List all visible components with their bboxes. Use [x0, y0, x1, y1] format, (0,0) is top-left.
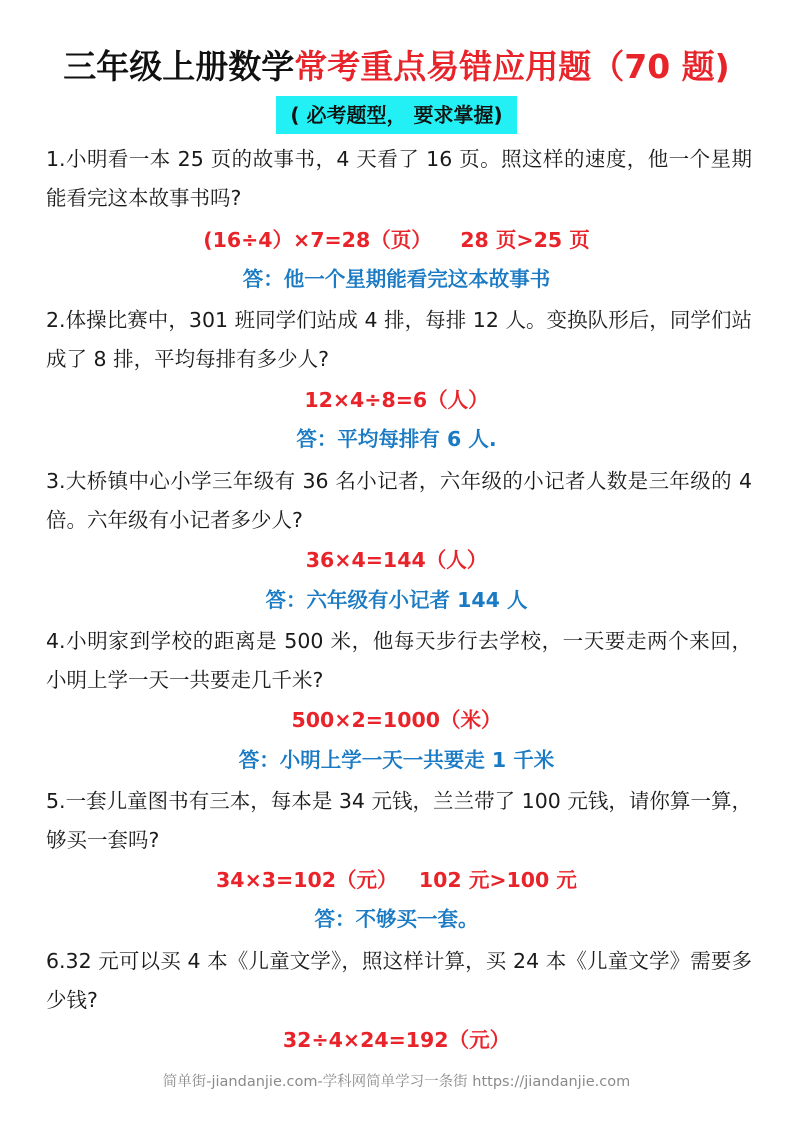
- question-2-text: 2.体操比赛中，301 班同学们站成 4 排，每排 12 人。变换队形后，同学们站成了 8 排，平均每排有多少人?: [46, 308, 752, 371]
- question-3-answer: 答：六年级有小记者 144 人: [265, 588, 528, 612]
- question-1-text: 1.小明看一本 25 页的故事书，4 天看了 16 页。照这样的速度，他一个星期能看完这本故事书吗?: [46, 147, 752, 210]
- title-red-part: 常考重点易错应用题（70 题): [294, 47, 730, 86]
- question-5-text: 5.一套儿童图书有三本，每本是 34 元钱，兰兰带了 100 元钱，请你算一算，够买一套吗?: [46, 789, 752, 852]
- question-3-calc: 36×4=144（人）: [305, 548, 488, 572]
- title-black-part: 三年级上册数学: [63, 47, 295, 86]
- question-1-answer: 答：他一个星期能看完这本故事书: [242, 267, 551, 291]
- question-6-calc: 32÷4×24=192（元）: [282, 1028, 511, 1052]
- subtitle-highlight: ( 必考题型， 要求掌握): [276, 96, 516, 134]
- question-5-answer: 答：不够买一套。: [314, 907, 479, 931]
- subtitle-wrap: [0, 96, 793, 134]
- question-1-calc: (16÷4）×7=28（页） 28 页>25 页: [203, 228, 590, 252]
- question-6-text: 6.32 元可以买 4 本《儿童文学》，照这样计算，买 24 本《儿童文学》需要多少钱?: [46, 949, 752, 1012]
- question-4-text: 4.小明家到学校的距离是 500 米，他每天步行去学校，一天要走两个来回，小明上学一天一共要走几千米?: [46, 629, 752, 692]
- question-2-calc: 12×4÷8=6（人）: [304, 388, 489, 412]
- page-title: [0, 44, 793, 90]
- question-3-text: 3.大桥镇中心小学三年级有 36 名小记者，六年级的小记者人数是三年级的 4 倍。六年级有小记者多少人?: [46, 469, 752, 532]
- question-4-answer: 答：小明上学一天一共要走 1 千米: [238, 748, 555, 772]
- question-4-calc: 500×2=1000（米）: [291, 708, 502, 732]
- footer-watermark: 简单街-jiandanjie.com-学科网简单学习一条街 https://jiandanjie.com: [162, 1074, 631, 1090]
- question-2-answer: 答：平均每排有 6 人.: [296, 427, 497, 451]
- question-5-calc: 34×3=102（元） 102 元>100 元: [216, 868, 577, 892]
